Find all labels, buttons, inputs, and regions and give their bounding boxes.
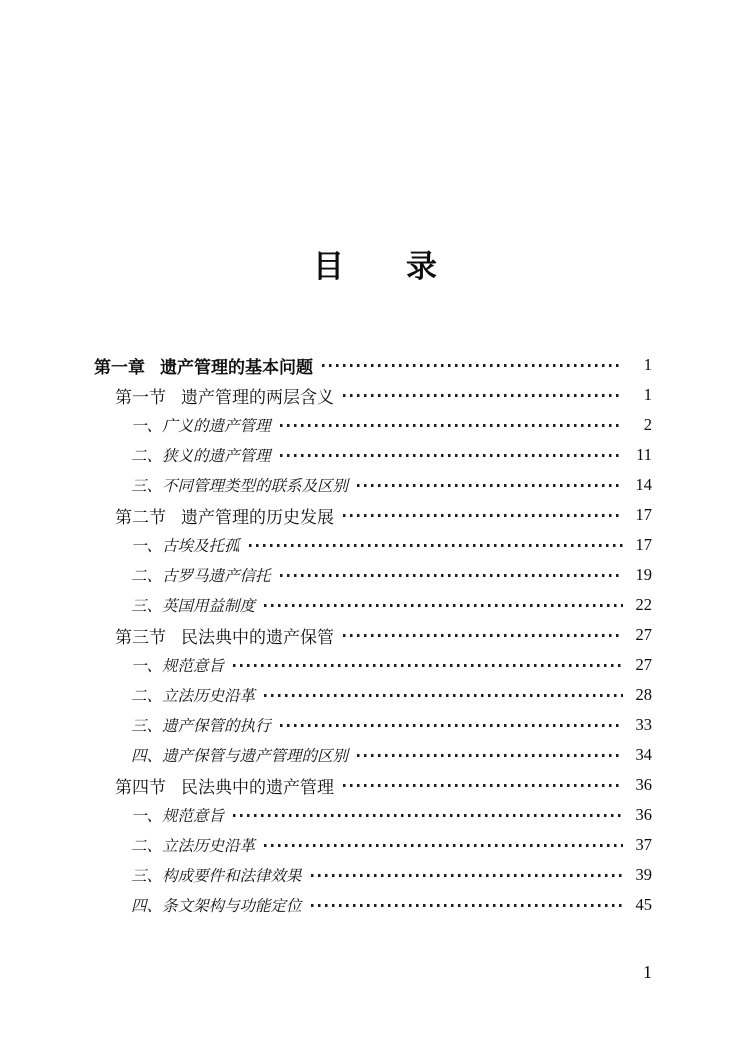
toc-entry-page: 19 <box>635 565 652 584</box>
toc-entry-title: 条文架构与功能定位 <box>162 898 302 915</box>
toc-entry-number: 第一章 <box>94 357 145 377</box>
dot-leader <box>311 904 623 907</box>
toc-entry-page: 36 <box>635 805 652 824</box>
toc-entry-page: 39 <box>635 865 652 884</box>
toc-entry-number: 一、 <box>131 418 163 435</box>
toc-entry-page: 17 <box>635 535 652 554</box>
toc-list <box>94 350 652 920</box>
toc-entry <box>131 530 652 560</box>
dot-leader <box>233 814 623 817</box>
toc-entry-number: 二、 <box>131 448 163 465</box>
toc-entry <box>131 890 652 920</box>
toc-entry-number: 第一节 <box>115 387 166 407</box>
dot-leader <box>357 754 623 757</box>
toc-entry-page: 45 <box>635 895 652 914</box>
toc-entry <box>131 440 652 470</box>
dot-leader <box>343 634 623 637</box>
toc-entry-number: 二、 <box>131 688 163 705</box>
toc-entry-page: 1 <box>643 385 652 404</box>
toc-entry-page: 1 <box>643 355 652 374</box>
toc-entry <box>131 830 652 860</box>
toc-entry-page: 14 <box>635 475 652 494</box>
dot-leader <box>233 664 623 667</box>
toc-entry-title: 规范意旨 <box>162 808 225 825</box>
toc-entry-title: 规范意旨 <box>162 658 225 675</box>
toc-entry-page: 17 <box>635 505 652 524</box>
toc-entry-page: 33 <box>635 715 652 734</box>
toc-entry-number: 三、 <box>131 598 163 615</box>
toc-entry-page: 34 <box>635 745 652 764</box>
footer-page-number: 1 <box>643 962 652 982</box>
toc-entry <box>131 560 652 590</box>
dot-leader <box>311 874 623 877</box>
toc-entry <box>131 800 652 830</box>
toc-entry-page: 2 <box>643 415 652 434</box>
dot-leader <box>343 394 623 397</box>
toc-entry-number: 三、 <box>131 868 163 885</box>
toc-entry-number: 三、 <box>131 718 163 735</box>
dot-leader <box>357 484 623 487</box>
toc-entry-number: 二、 <box>131 838 163 855</box>
toc-entry-title: 遗产管理的基本问题 <box>160 357 313 377</box>
page-title-char: 目 <box>313 249 344 284</box>
toc-entry-number: 第三节 <box>115 627 166 647</box>
toc-entry <box>131 650 652 680</box>
toc-entry-number: 第四节 <box>115 777 166 797</box>
toc-entry-title: 民法典中的遗产保管 <box>181 627 334 647</box>
toc-entry-page: 36 <box>635 775 652 794</box>
toc-entry-number: 第二节 <box>115 507 166 527</box>
toc-entry <box>131 710 652 740</box>
toc-entry-number: 一、 <box>131 658 163 675</box>
toc-entry-page: 27 <box>635 655 652 674</box>
toc-entry <box>131 860 652 890</box>
dot-leader <box>343 514 623 517</box>
toc-entry <box>115 620 652 650</box>
toc-entry-number: 二、 <box>131 568 163 585</box>
dot-leader <box>280 574 623 577</box>
toc-entry <box>115 380 652 410</box>
toc-entry <box>94 350 652 380</box>
toc-entry <box>131 740 652 770</box>
dot-leader <box>322 364 623 367</box>
page-title <box>0 250 750 284</box>
toc-entry-page: 28 <box>635 685 652 704</box>
dot-leader <box>264 694 623 697</box>
dot-leader <box>280 454 623 457</box>
toc-entry <box>131 470 652 500</box>
toc-entry <box>115 500 652 530</box>
toc-entry-page: 27 <box>635 625 652 644</box>
toc-entry <box>131 410 652 440</box>
toc-entry-title: 古罗马遗产信托 <box>162 568 271 585</box>
toc-entry-title: 遗产保管的执行 <box>162 718 271 735</box>
toc-entry <box>115 770 652 800</box>
toc-entry-title: 古埃及托孤 <box>162 538 240 555</box>
toc-entry-title: 不同管理类型的联系及区别 <box>162 478 349 495</box>
page-title-char: 录 <box>406 249 437 284</box>
toc-entry-number: 四、 <box>131 898 163 915</box>
toc-entry-title: 狭义的遗产管理 <box>162 448 271 465</box>
toc-entry-page: 11 <box>636 445 652 464</box>
dot-leader <box>280 724 623 727</box>
toc-entry-title: 遗产保管与遗产管理的区别 <box>162 748 349 765</box>
toc-entry-page: 37 <box>635 835 652 854</box>
dot-leader <box>343 784 623 787</box>
toc-entry-title: 英国用益制度 <box>162 598 256 615</box>
dot-leader <box>249 544 623 547</box>
toc-entry <box>131 680 652 710</box>
toc-entry-number: 一、 <box>131 808 163 825</box>
toc-entry-page: 22 <box>635 595 652 614</box>
toc-entry-number: 四、 <box>131 748 163 765</box>
dot-leader <box>264 844 623 847</box>
toc-entry-number: 三、 <box>131 478 163 495</box>
dot-leader <box>264 604 623 607</box>
toc-entry-title: 立法历史沿革 <box>162 688 256 705</box>
toc-entry-title: 遗产管理的历史发展 <box>181 507 334 527</box>
toc-entry-title: 遗产管理的两层含义 <box>181 387 334 407</box>
dot-leader <box>280 424 623 427</box>
toc-entry <box>131 590 652 620</box>
toc-entry-number: 一、 <box>131 538 163 555</box>
toc-entry-title: 构成要件和法律效果 <box>162 868 302 885</box>
toc-entry-title: 广义的遗产管理 <box>162 418 271 435</box>
toc-entry-title: 民法典中的遗产管理 <box>181 777 334 797</box>
toc-entry-title: 立法历史沿革 <box>162 838 256 855</box>
